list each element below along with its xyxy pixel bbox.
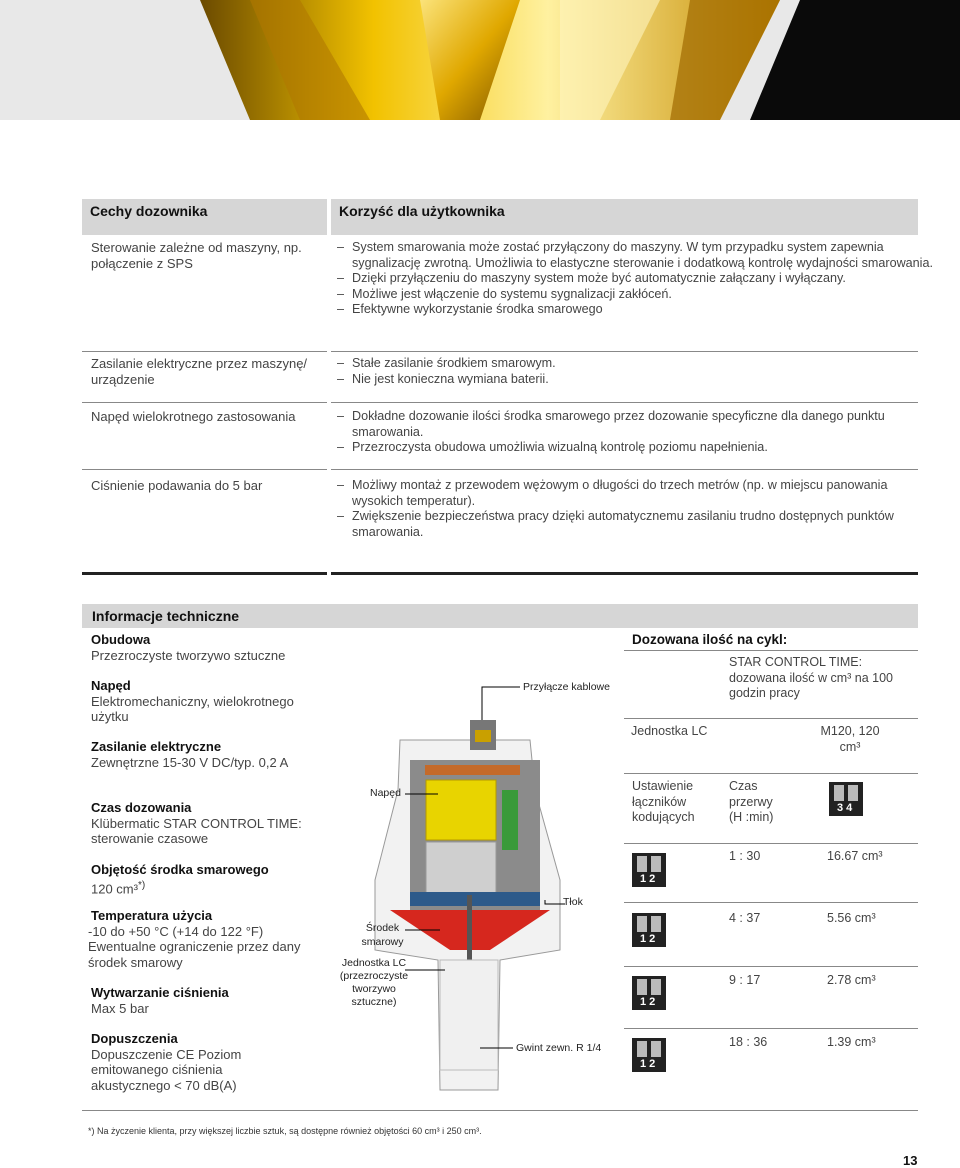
- features-header-right: Korzyść dla użytkownika: [331, 199, 918, 235]
- pause-time: 1 : 30: [729, 849, 761, 863]
- dip-digits: 1 2: [640, 1058, 656, 1070]
- table-line: [624, 966, 918, 967]
- row-divider: [331, 402, 918, 403]
- feature-row-3: Napęd wielokrotnego zastosowania: [91, 409, 296, 424]
- benefit-item: – Stałe zasilanie środkiem smarowym.: [337, 356, 937, 372]
- dip-digits: 3 4: [837, 802, 853, 814]
- benefit-item: – Nie jest konieczna wymiana baterii.: [337, 372, 937, 388]
- dip-switch-icon: [632, 976, 666, 1010]
- tech-section-title: Informacje techniczne: [82, 604, 918, 628]
- features-header-left: Cechy dozownika: [82, 199, 327, 235]
- row-divider: [82, 402, 327, 403]
- pause-time: 4 : 37: [729, 911, 761, 925]
- spec-value: Przezroczyste tworzywo sztuczne: [91, 647, 286, 663]
- table-line: [624, 773, 918, 774]
- table-bottom-rule: [82, 572, 327, 575]
- benefit-item: – Możliwy montaż z przewodem wężowym o długości do trzech metrów (np. w miejscu panowania wysokich temperatur).: [337, 478, 937, 509]
- spec-label: Wytwarzanie ciśnienia: [91, 985, 229, 1000]
- label-cable-connection: Przyłącze kablowe: [523, 681, 610, 693]
- dose-amount: 2.78 cm³: [827, 973, 876, 987]
- row-divider: [82, 351, 327, 352]
- benefit-item: – Dzięki przyłączeniu do maszyny system może być automatycznie załączany i wyłączany.: [337, 271, 937, 287]
- header-banner-image: [0, 0, 960, 120]
- benefit-item: – System smarowania może zostać przyłączony do maszyny. W tym przypadku system zapewnia sygnalizację zwrotną. Umożliwia to elastyczne sterowanie i dodatkową kontrolę wydajności smarowania.: [337, 240, 937, 271]
- table-line: [624, 650, 918, 651]
- dip-digits: 1 2: [640, 873, 656, 885]
- table-line: [624, 718, 918, 719]
- spec-label: Czas dozowania: [91, 800, 192, 815]
- table-line: [624, 1028, 918, 1029]
- label-drive: Napęd: [370, 787, 401, 799]
- spec-dosing-time: [91, 800, 311, 847]
- feature-row-2: Zasilanie elektryczne przez maszynę/ urządzenie: [91, 356, 308, 387]
- footnote-marker: *): [137, 879, 146, 891]
- spec-value: Klübermatic STAR CONTROL TIME: sterowanie czasowe: [91, 815, 302, 846]
- benefit-item: – Zwiększenie bezpieczeństwa pracy dzięki automatycznemu zasilaniu trudno dostępnych punktów smarowania.: [337, 509, 937, 540]
- footnote: *) Na życzenie klienta, przy większej liczbie sztuk, są dostępne również objętości 60 cm³ i 250 cm³.: [88, 1126, 482, 1136]
- spec-label: Napęd: [91, 678, 131, 693]
- spec-value: Elektromechaniczny, wielokrotnego użytku: [91, 693, 294, 724]
- spec-label: Obudowa: [91, 632, 151, 647]
- pause-time: 18 : 36: [729, 1035, 768, 1049]
- benefit-item: – Dokładne dozowanie ilości środka smarowego przez dozowanie specyficzne dla danego punktu smarowania.: [337, 409, 937, 440]
- benefit-item: – Efektywne wykorzystanie środka smarowego: [337, 302, 937, 318]
- spec-label: Temperatura użycia: [91, 908, 213, 923]
- row-divider: [82, 469, 327, 470]
- spec-label: Zasilanie elektryczne: [91, 739, 222, 754]
- dosing-title: Dozowana ilość na cykl:: [632, 632, 788, 647]
- spec-label: Objętość środka smarowego: [91, 862, 269, 877]
- table-bottom-rule: [331, 572, 918, 575]
- spec-value: Dopuszczenie CE Poziom emitowanego ciśnienia akustycznego < 70 dB(A): [91, 1046, 242, 1093]
- label-lc-unit: Jednostka LC (przezroczyste tworzywo sztuczne): [339, 957, 409, 1008]
- benefits-row-1: [337, 240, 937, 318]
- dip-switch-icon: [632, 853, 666, 887]
- dip-switch-icon: [632, 913, 666, 947]
- spec-temperature: [88, 908, 313, 970]
- spec-value: Zewnętrzne 15-30 V DC/typ. 0,2 A: [91, 754, 289, 770]
- switch-setting-label: Ustawienie łączników kodujących: [632, 779, 695, 824]
- dose-amount: 1.39 cm³: [827, 1035, 876, 1049]
- row-divider: [331, 351, 918, 352]
- benefits-row-2: [337, 356, 937, 387]
- label-lubricant: Środek smarowy: [361, 922, 404, 948]
- spec-value: 120 cm³: [91, 880, 138, 896]
- spec-volume: [91, 862, 326, 896]
- lc-unit-label: Jednostka LC: [631, 724, 708, 738]
- dose-amount: 16.67 cm³: [827, 849, 883, 863]
- benefit-item: – Możliwe jest włączenie do systemu sygnalizacji zakłóceń.: [337, 287, 937, 303]
- feature-row-1: Sterowanie zależne od maszyny, np. połączenie z SPS: [91, 240, 302, 271]
- spec-label: Dopuszczenia: [91, 1031, 178, 1046]
- dip-switch-icon: [829, 782, 863, 816]
- table-line: [624, 843, 918, 844]
- table-line: [624, 902, 918, 903]
- spec-value: Max 5 bar: [91, 1000, 149, 1016]
- dip-digits: 1 2: [640, 996, 656, 1008]
- star-control-header: STAR CONTROL TIME: dozowana ilość w cm³ na 100 godzin pracy: [729, 655, 893, 700]
- dose-amount: 5.56 cm³: [827, 911, 876, 925]
- lc-unit-value: M120, 120 cm³: [820, 724, 880, 754]
- spec-value: -10 do +50 °C (+14 do 122 °F) Ewentualne ograniczenie przez dany środek smarowy: [88, 923, 301, 970]
- spec-housing: [91, 632, 326, 663]
- benefit-item: – Przezroczysta obudowa umożliwia wizualną kontrolę poziomu napełnienia.: [337, 440, 937, 456]
- pause-time-label: Czas przerwy (H :min): [729, 779, 774, 824]
- page-number: 13: [903, 1153, 918, 1168]
- spec-pressure: [91, 985, 326, 1016]
- label-thread: Gwint zewn. R 1/4: [516, 1042, 602, 1054]
- lubricator-diagram: [330, 630, 620, 1100]
- row-divider: [331, 469, 918, 470]
- label-piston: Tłok: [563, 896, 583, 908]
- benefits-row-4: [337, 478, 937, 540]
- dip-switch-icon: [632, 1038, 666, 1072]
- feature-row-4: Ciśnienie podawania do 5 bar: [91, 478, 263, 493]
- dip-digits: 1 2: [640, 933, 656, 945]
- benefits-row-3: [337, 409, 937, 456]
- spec-approvals: [91, 1031, 291, 1093]
- footnote-divider: [82, 1110, 918, 1111]
- spec-power: [91, 739, 291, 770]
- spec-drive: [91, 678, 326, 725]
- pause-time: 9 : 17: [729, 973, 761, 987]
